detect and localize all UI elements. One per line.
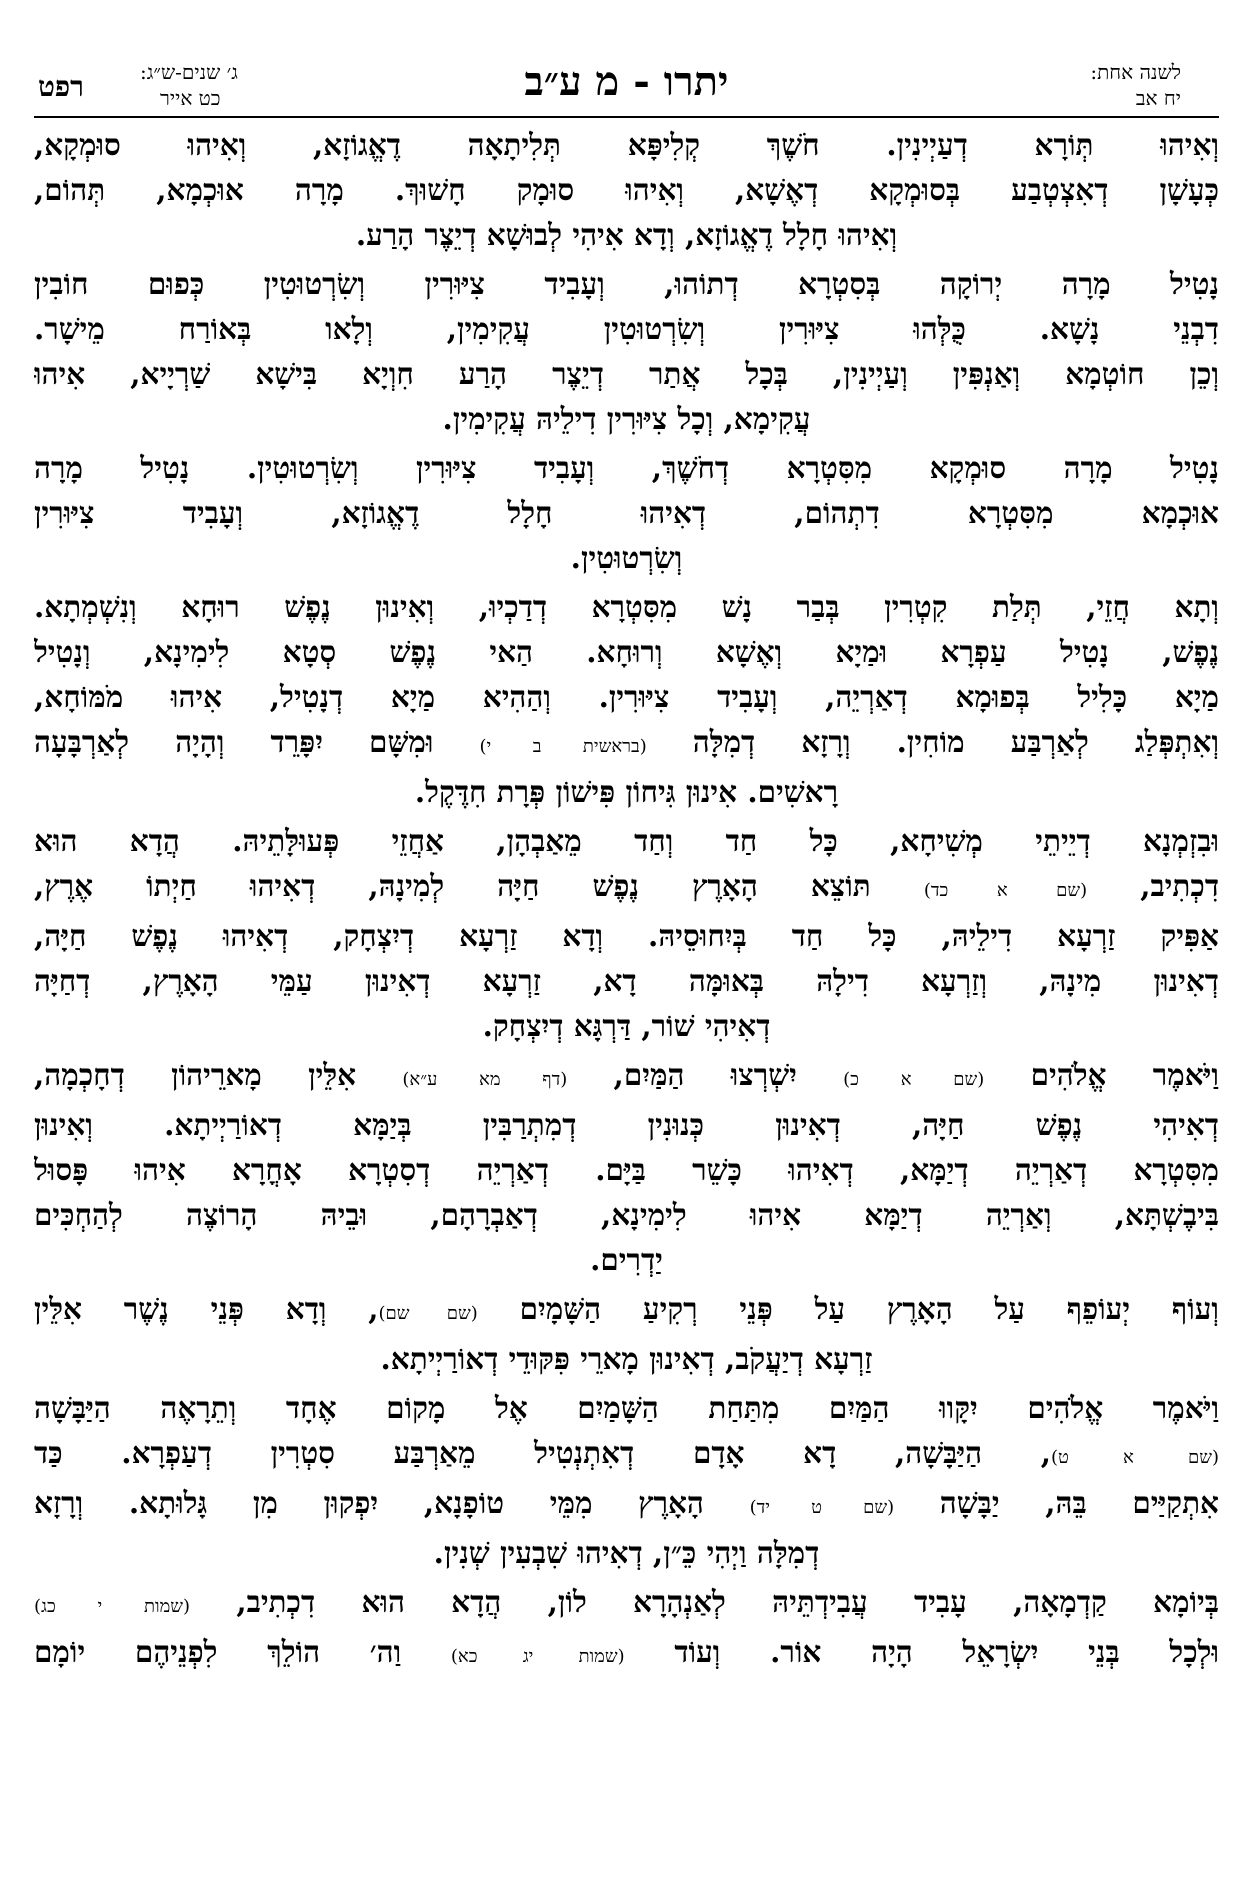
text-line: וַיֹּאמֶר אֱלֹהִים יִקָּווּ הַמַּיִם מִתַּחַת הַשָּׁמַיִם אֶל מָקוֹם אֶחָד וְתֵרָאֶה הַיַּבָּשָׁה (34, 1390, 1219, 1425)
paragraph (34, 1385, 1219, 1575)
text-line: נָטִיל מָרָה סוּמְקָא מִסִּטְרָא דְחֹשֶׁךְ, וְעָבִיד צִיּוּרִין וְשִׂרְטוּטִין. נָטִיל מָרָה (34, 450, 1219, 485)
header-schedule-one-year-label: לשנה אחת: (1090, 60, 1181, 84)
text-line: דִכְתִיב, (שם א כד) תּוֹצֵא הָאָרֶץ נֶפֶשׁ חַיָּה לְמִינָהּ, דְאִיהוּ חַיְתוֹ אֶרֶץ, (34, 868, 1219, 903)
text-line: אוּכְמָא מִסִּטְרָא דִתְהוֹם, דְאִיהוּ חָלָל דֶאֱגוֹזָא, וְעָבִיד צִיּוּרִין (34, 495, 1219, 530)
text-line: וְכֵן חוֹטְמָא וְאַנְפִּין וְעַיְינִין, בְּכָל אֲתַר דְיֵצֶר הָרַע חִוְיָא בִּישָׁא שַׁרְיָיא, אִיהוּ (34, 356, 1219, 391)
text-line: דְמִלָּה וַיְהִי כֵּ״ן, דְאִיהוּ שִׁבְעִין שְׁנִין. (433, 1535, 820, 1570)
text-line: (שם א ט), הַיַּבָּשָׁה, דָא אָדָם דְאִתְנְטִיל מֵאַרְבַּע סִטְרִין דְעַפְרָא. כַּד (34, 1435, 1219, 1470)
paragraph (34, 1286, 1219, 1381)
header-divider (34, 116, 1219, 118)
source-citation: (שמות י כג) (34, 1596, 191, 1617)
page-number: רפט (38, 70, 84, 103)
text-body (34, 122, 1219, 1683)
text-line: מִסִּטְרָא דְאַרְיֵה דְיַמָּא, דְאִיהוּ כָּשֵׁר בַּיָּם. דְאַרְיֵה דְסִטְרָא אָחֳרָא אִיהוּ פָּסוּל (34, 1152, 1219, 1187)
text-line: בִּיבֶשְׁתָּא, וְאַרְיֵה דְיַמָּא אִיהוּ לִימִינָא, דְאַבְרָהָם, וּבֵיהּ הָרוֹצֶה לְהַחְכִּים (34, 1197, 1219, 1232)
source-citation: (דף מא ע״א) (402, 1069, 568, 1090)
text-line: דְאִינוּן מִינָהּ, וְזַרְעָא דִילָהּ בְּאוּמָּה דָא, זַרְעָא דְאִינוּן עַמֵּי הָאָרֶץ, דְחַיָּה (34, 963, 1219, 998)
header-schedule-three-years-date: כט אייר (160, 86, 221, 110)
text-line: דְאִיהִי שׁוֹר, דַּרְגָּא דְיִצְחָק. (482, 1008, 771, 1043)
text-line: וְעוֹף יְעוֹפֵף עַל הָאָרֶץ עַל פְּנֵי רְקִיעַ הַשָּׁמָיִם (שם שם), וְדָא פְּנֵי נֶשֶׁר אִלֵּין (34, 1291, 1219, 1326)
page-title: יתרו - מ ע״ב (524, 58, 729, 105)
paragraph (34, 122, 1219, 257)
text-line: נֶפֶשׁ, נָטִיל עַפְרָא וּמַיָא וְאֶשָׁא וְרוּחָא. הַאי נֶפֶשׁ סְטָא לִימִינָא, וְנָטִיל (34, 634, 1219, 669)
source-citation: (שם ט יד) (749, 1497, 895, 1518)
text-line: וְתָא חֲזֵי, תְּלַת קִטְרִין בְּבַר נָשׁ מִסִּטְרָא דְדַכְיוּ, וְאִינוּן נֶפֶשׁ רוּחָא וְנִשְׁמְתָא. (34, 589, 1219, 624)
paragraph-gap (34, 1679, 1219, 1683)
source-citation: (שם א כד) (923, 880, 1088, 901)
text-line: דִבְנֵי נָשָׁא. כֻּלְּהוּ צִיּוּרִין וְשִׂרְטוּטִין עֲקִימִין, וְלָאו בְּאוֹרַח מֵישָׁר. (34, 311, 1219, 346)
text-line: דְאִיהִי נֶפֶשׁ חַיָּה, דְאִינוּן כְּנוּנִין דְמִתְרַבִּין בְּיַמָּא דְאוֹרַיְיתָא. וְאִינוּן (34, 1107, 1219, 1142)
text-line: אַפִּיק זַרְעָא דִילֵיהּ, כָּל חַד בְּיִחוּסֵיהּ. וְדָא זַרְעָא דְיִצְחָק, דְאִיהוּ נֶפֶשׁ חַיָּה, (34, 918, 1219, 953)
text-line: וְאִתְפְּלַג לְאַרְבַּע מוֹחִין. וְרָזָא דְמִלָּה (בראשית ב י) וּמִשָּׁם יִפָּרֵד וְהָיָה לְאַרְבָּעָה (34, 724, 1219, 759)
source-citation: (שמות יג כא) (450, 1646, 625, 1667)
source-citation: (בראשית ב י) (479, 736, 647, 757)
text-line: זַרְעָא דְיַעֲקֹב, דְאִינוּן מָארֵי פִּקּוּדֵי דְאוֹרַיְיתָא. (380, 1341, 873, 1376)
text-line: רָאשִׁים. אִינוּן גִּיחוֹן פִּישׁוֹן פְּרָת חִדֶּקֶל. (414, 774, 839, 809)
text-line: וַיֹּאמֶר אֱלֹהִים (שם א כ) יִשְׁרְצוּ הַמַּיִם, (דף מא ע״א) אִלֵּין מָארֵיהוֹן דְחָכְמָה, (34, 1057, 1219, 1092)
text-line: כְּעָשָׁן דְאִצְטְבַע בְּסוּמְקָא דְאֶשָׁא, וְאִיהוּ סוּמָק חָשׁוּךְ. מָרָה אוּכְמָא, תְּהוֹם, (34, 172, 1219, 207)
paragraph (34, 261, 1219, 441)
source-citation: (שם א ט) (1051, 1447, 1219, 1468)
text-line: וּלְכָל בְּנֵי יִשְׂרָאֵל הָיָה אוֹר. וְעוֹד (שמות יג כא) וַה׳ הוֹלֵךְ לִפְנֵיהֶם יוֹמָם (34, 1634, 1219, 1669)
paragraph (34, 1052, 1219, 1282)
header-schedule-one-year-date: יח אב (1135, 86, 1181, 110)
text-line: וּבִזְמְנָא דְיֵיתֵי מְשִׁיחָא, כָּל חַד וְחַד מֵאַבְהָן, אַחֲזֵי פְּעוּלָּתֵיהּ. הֲדָא הוּא (34, 823, 1219, 858)
text-line: עֲקִימָא, וְכָל צִיּוּרִין דִילֵיהּ עֲקִימִין. (442, 401, 811, 436)
text-line: וְשִׂרְטוּטִין. (570, 540, 683, 575)
text-line: יַדְרִים. (590, 1242, 663, 1277)
text-line: נָטִיל מָרָה יְרוֹקָה בְּסִטְרָא דְתוֹהוּ, וְעָבִיד צִיּוּרִין וְשִׂרְטוּטִין כְּפוּם חוֹבִין (34, 266, 1219, 301)
text-line: וְאִיהוּ תְּוֹרָא דְעַיְינִין. חֹשֶׁךְ קְלִיפָּא תְּלִיתָאָה דֶאֱגוֹזָא, וְאִיהוּ סוּמְקָא, (34, 127, 1219, 162)
paragraph (34, 445, 1219, 580)
paragraph (34, 584, 1219, 814)
source-citation: (שם א כ) (843, 1069, 985, 1090)
text-line: בְּיוֹמָא קַדְמָאָה, עָבִיד עֲבִידְתֵּיהּ לְאַנְהָרָא לוֹן, הֲדָא הוּא דִכְתִיב, (שמות י כג) (34, 1584, 1219, 1619)
text-line: וְאִיהוּ חָלָל דֶאֱגוֹזָא, וְדָא אִיהִי לְבוּשָׁא דְיֵצֶר הָרַע. (355, 217, 898, 252)
source-citation: (שם שם) (378, 1303, 478, 1324)
header-schedule-three-years-label: ג׳ שנים-ש״ג: (140, 60, 238, 84)
paragraph (34, 818, 1219, 1048)
paragraph (34, 1579, 1219, 1679)
text-line: מַיָא כָּלִיל בְּפוּמָא דְאַרְיֵה, וְעָבִיד צִיּוּרִין. וְהַהִיא מַיָא דְנָטִיל, אִיהוּ מֹמּוֹחָא, (34, 679, 1219, 714)
text-line: אִתְקַיַּים בֵּהּ, יַבָּשָׁה (שם ט יד) הָאָרֶץ מִמֵּי טוֹפָנָא, יִפְקוּן מִן גָּלוּתָא. וְרָזָא (34, 1485, 1219, 1520)
